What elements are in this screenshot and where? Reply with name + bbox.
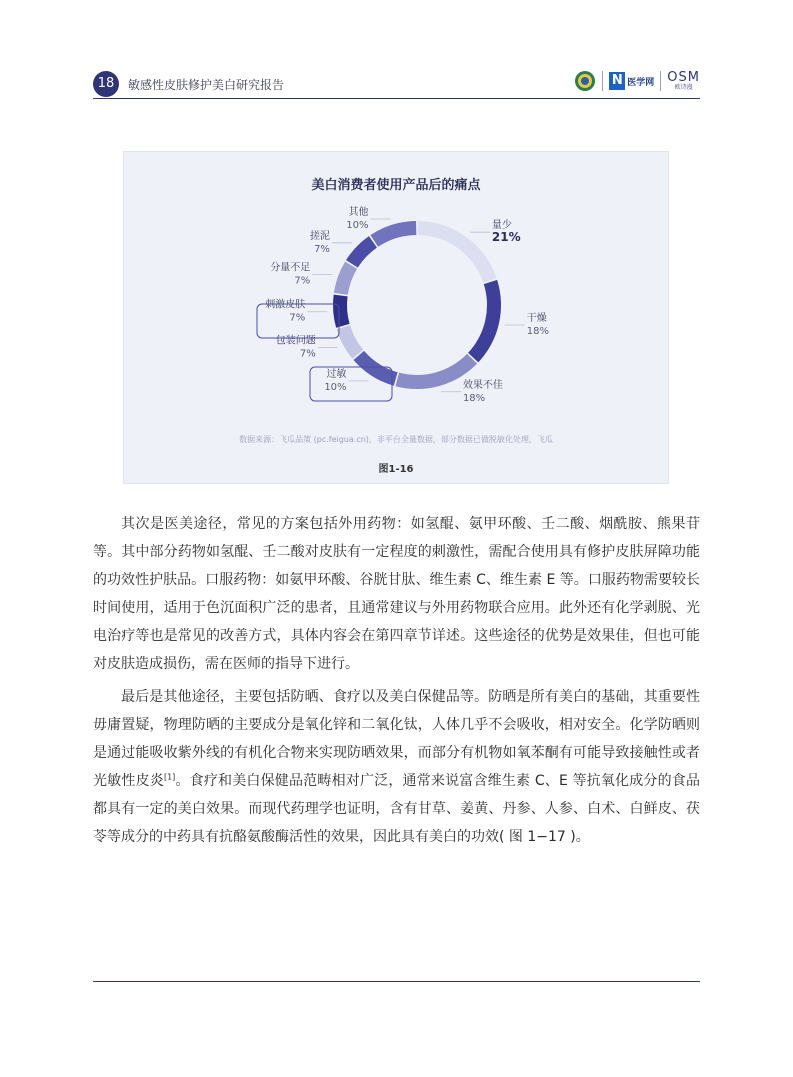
paragraph-text-part: 。食疗和美白保健品范畴相对广泛，通常来说富含维生素 C、E 等抗氧化成分的食品都具有一定的美白效果。而现代药理学也证明，含有甘草、姜黄、丹参、人参、白术、白鲜皮、茯苓等成分的中药具有抗酪氨酸酶活性的效果，因此具有美白的功效( 图 1−17 )。 <box>93 773 700 845</box>
osm-logo-text: OSM <box>667 70 700 85</box>
slice-label: 搓泥 <box>309 230 330 242</box>
paragraph-other-methods <box>93 683 700 851</box>
slice-value-label: 18% <box>526 326 549 338</box>
slice-value-label: 18% <box>462 392 486 404</box>
reference-marker[interactable]: [1] <box>163 772 176 782</box>
slice-value-label: 10% <box>324 381 347 393</box>
data-source-note: 数据来源：飞瓜品策 (pc.feigua.cn)，非平台全量数据，部分数据已做脱敏化处理，飞瓜 <box>239 435 553 444</box>
chart-title: 美白消费者使用产品后的痛点 <box>311 178 481 193</box>
slice-label: 量少 <box>491 220 512 232</box>
slice-value-label: 7% <box>289 312 306 324</box>
donut-slice <box>418 221 497 283</box>
slice-label: 效果不佳 <box>462 379 503 391</box>
slice-label: 刺激皮肤 <box>265 299 306 311</box>
donut-slice <box>370 221 416 247</box>
slice-value-label: 7% <box>314 243 330 255</box>
osm-logo <box>667 71 700 91</box>
slice-value-label: 10% <box>346 219 369 231</box>
paragraph-text-part: 最后是其他途径，主要包括防晒、食疗以及美白保健品等。防晒是所有美白的基础，其重要性毋庸置疑，物理防晒的主要成分是氧化锌和二氧化钛，人体几乎不会吸收，相对安全。化学防晒则是通过能吸收紫外线的有机化合物来实现防晒效果，而部分有机物如氧苯酮有可能导致接触性或者光敏性皮炎 <box>93 689 700 789</box>
body-text <box>93 510 700 856</box>
slice-label: 包装问题 <box>275 335 316 347</box>
seal-logo-icon <box>574 70 596 92</box>
donut-slice <box>337 325 364 358</box>
donut-chart <box>124 152 670 432</box>
donut-slice <box>334 262 357 295</box>
slice-value-label: 21% <box>491 230 521 245</box>
header-logos <box>574 68 700 94</box>
header-divider <box>93 98 700 99</box>
figure-1-16 <box>123 151 669 484</box>
slice-label: 干燥 <box>526 313 547 325</box>
slice-value-label: 7% <box>294 275 311 287</box>
slice-label: 其他 <box>348 206 369 218</box>
paragraph-medical-aesthetics: 其次是医美途径，常见的方案包括外用药物：如氢醌、氨甲环酸、壬二酸、烟酰胺、熊果苷等。其中部分药物如氢醌、壬二酸对皮肤有一定程度的刺激性，需配合使用具有修护皮肤屏障功能的功效性护肤品。口服药物：如氨甲环酸、谷胱甘肽、维生素 C、维生素 E 等。口服药物需要较长时间使用，适用于色沉面积广泛的患者，且通常建议与外用药物联合应用。此外还有化学剥脱、光电治疗等也是常见的改善方式，具体内容会在第四章节详述。这些途径的优势是效果佳，但也可能对皮肤造成损伤，需在医师的指导下进行。 <box>93 516 700 672</box>
header-title: 敏感性皮肤修护美白研究报告 <box>128 78 285 92</box>
donut-slice <box>346 236 377 267</box>
donut-slice <box>468 280 501 363</box>
footer-divider <box>93 981 700 982</box>
slice-label: 过敏 <box>326 368 347 380</box>
slice-label: 分量不足 <box>270 262 311 274</box>
page-number: 18 <box>93 71 119 97</box>
logo-n-label: 医学网 <box>627 77 655 88</box>
logo-separator <box>602 71 603 91</box>
donut-slice <box>333 295 350 328</box>
slice-value-label: 7% <box>299 348 316 360</box>
figure-caption: 图1-16 <box>378 464 414 475</box>
logo-separator <box>660 71 661 91</box>
osm-logo-subtext: 欧诗漫 <box>674 84 693 91</box>
logo-n-mark: N <box>609 72 625 90</box>
medical-network-logo <box>609 72 654 90</box>
